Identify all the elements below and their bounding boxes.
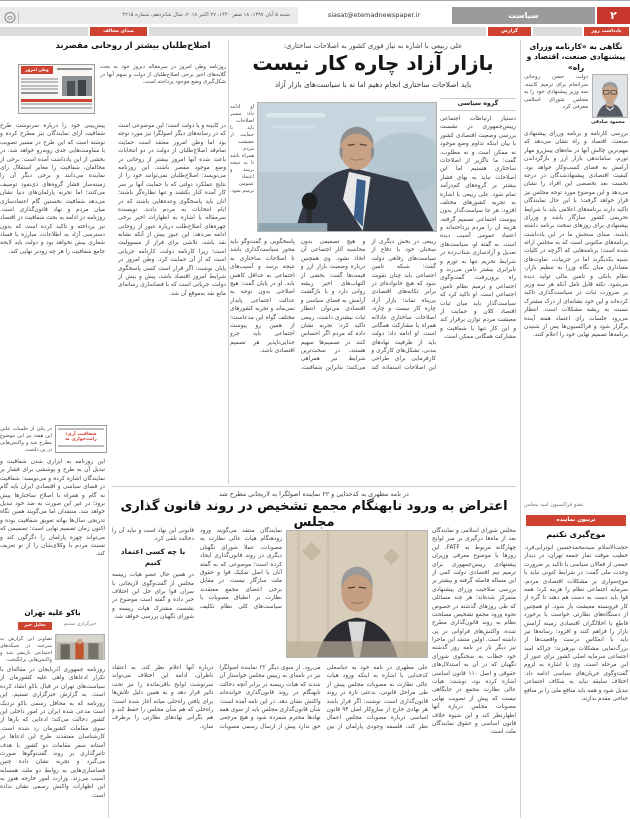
opposition-title: اصلاح‌طلبان بیشتر از روحانی مقصرند — [55, 40, 211, 50]
report-col-mid — [112, 527, 282, 661]
dateline-bar — [0, 7, 298, 24]
report-kicker: در نامه مطهری به کدخدایی و ۲۲ نماینده اصولگرا به لاریجانی مطرح شد — [219, 490, 409, 498]
newspaper-clip — [18, 64, 95, 114]
column-divider — [228, 40, 229, 484]
column-divider — [108, 490, 109, 818]
note-author-photo — [592, 74, 628, 118]
tag-report: گزارش — [488, 27, 531, 36]
page-number: ۲ — [597, 7, 630, 24]
section-title: سیاست — [452, 7, 595, 24]
tribune-subhead: موج‌گیری نکنیم — [546, 530, 606, 539]
leftcol-small-photo — [55, 634, 105, 660]
lead-deck: باید اصلاحات ساختاری انجام دهیم اما نه با سیاست‌های بازار آزاد — [274, 80, 472, 89]
tribune-banner: تریبون نماینده — [526, 515, 626, 526]
note-intro: دولت حسن روحانی سرانجام برای ترمیم کابینه، سه وزیر پیشنهادی خود را به مجلس شورای اسلامی معرفی کرد. — [524, 74, 588, 111]
tag-row-bar — [0, 27, 88, 36]
leftcol-beside-photo: تصاویر این گزارش به سرعت در شبکه‌های اجتماعی بازنشر شد و واکنش‌هایی برانگیخت. — [0, 636, 52, 663]
leftcol-tag: تحلیل خبر — [18, 622, 52, 630]
report-headline: اعتراض به ورود نابهنگام مجمع تشخیص در روند قانون گذاری مجلس — [120, 499, 508, 530]
section-email: siasat@etemadnewspaper.ir — [327, 11, 421, 19]
tag-row-bar — [149, 27, 486, 36]
tag-daily-note: یادداشت روز — [584, 27, 629, 36]
lead-col-right: دستیار ارتباطات اجتماعی رییس‌جمهوری در نشست بررسی وضعیت اقتصادی کشور با بیان اینکه تداوم وضع موجود نه ممکن است و نه مطلوب، گفت: ما ناگزیر از اصلاحات ساختاری هستیم اما این اصلاحات نباید به بهای فشار بیشتر بر گروه‌های کم‌درآمد تمام شود. علی ربیعی با اشاره به تجربه کشورهای مختلف افزود: هر جا سیاست‌گذار بدون پیوست اجتماعی تصمیم گرفته، هزینه آن را مردم پرداخته‌اند و اعتماد عمومی آسیب دیده است. به گفته او، سیاست‌های تعدیل و آزادسازی شتاب‌زده در شرایط تحریم تنها به تورم و نابرابری بیشتر دامن می‌زند و راه برون‌رفت، گفت‌وگوی اجتماعی و ترمیم نظام تامین اجتماعی است. او تاکید کرد که سیاست‌گذار باید میان ثبات اقتصاد کلان و حمایت از معیشت مردم توازن برقرار کند و این کار تنها با شفافیت و مشارکت همگانی ممکن است. — [440, 116, 516, 341]
clip-photo — [62, 76, 92, 96]
report-col-right: مجلس شورای اسلامی و نمایندگان بعد از ماه‌ها درگیری بر سر لوایح چهارگانه مربوط به FATF، این روزها با موضوع معرفی وزیران پیشنهادی رییس‌جمهوری برای ترمیم تیم اقتصادی دولت کمی از این مساله فاصله گرفته و بیشتر بر بررسی صلاحیت وزرای پیشنهادی متمرکز شده‌اند؛ هر چند مسائلی که طی روزهای گذشته در خصوص نحوه ورود مجمع تشخیص مصلحت نظام به روند قانون‌گذاری مطرح شده، واکنش‌های فراوانی در پی داشته است. اولین منتقد این ماجرا نیز دیگر بار در نامه روز گذشته خود خطاب به سخنگوی شورای نگهبان که در آن به استدلال‌های حقوقی و اصل ۱۱۰ قانون اساسی اشاره کرده بود، نوشت: هیات عالی نظارت مجمع در جایگاهی نیست که پیش از تصویب نهایی مصوبات مجلس درباره آنها اظهارنظر کند و این شیوه خلاف قانون اساسی و حقوق نمایندگان ملت است. — [432, 528, 516, 736]
report-mid-text-a: نمایندگان منتقد می‌گویند ورود زودهنگام هیات عالی نظارت به مصوبات، عملا شورای نگهبان دیگری در روند قانون‌گذاری ایجاد کرده است؛ موضوعی که به گفته آنان با اصل تفکیک قوا و حقوق ملت سازگار نیست. در مقابل برخی اعضای مجمع معتقدند نظارت بر انطباق مصوبات با سیاست‌های کلی نظام تکلیف قانونی این نهاد است و نباید آن را دخالت تلقی کرد. — [112, 528, 282, 610]
leftcol-beside-clip: در یکی از جلسات علنی این هفته نیز این موضوع مطرح شد و واکنش‌هایی در پی داشت. — [0, 426, 52, 453]
leftcol-subhead: باکو علیه تهران — [24, 608, 81, 617]
tag-row-bar — [533, 27, 582, 36]
lead-byline: گروه سیاسی — [457, 100, 499, 107]
byline-rule — [440, 98, 516, 99]
note-author-name: محمود صادقی — [591, 120, 625, 125]
lead-col-side: او ادامه داد: مسیر اصلاحات باید با حمایت از معیشت مردم همراه باشد تا به نتیجه برسد و اعتماد عمومی ترمیم شود. — [230, 104, 254, 194]
note-signoff: عضو فراکسیون امید مجلس — [524, 502, 585, 508]
page-top-rule — [0, 0, 630, 1]
leftcol-source: خبرگزاری تسنیم — [63, 622, 97, 627]
column-divider — [520, 40, 521, 818]
clip-headline-2: رانت‌خواری نه — [65, 437, 97, 443]
note-body: بررسی کارنامه و برنامه وزرای پیشنهادی صنعت، اقتصاد و راه نشان می‌دهد که مهم‌ترین چالش آنها در ماه‌های پیش‌رو مهار تورم، ساماندهی بازار ارز و بازگرداندن آرامش به فضای کسب‌وکار خواهد بود. کیفیت اقتصادی پیشنهادشدگان در درجه نخست بعد تخصصی این افراد را نشان می‌دهد و این موضوع مورد توجه مجلس نیز قرار خواهد گرفت؛ با این حال نمایندگان تاکید دارند برنامه‌های اعلامی باید با شرایط تحریمی کشور سازگار باشد و وزرای پیشنهادی برای روزهای سخت برنامه داشته باشند. مبنای سنجش ما در این یادداشت برنامه‌های مکتوبی است که به مجلس ارائه شده است؛ برنامه‌هایی که اگرچه در کلیات شبیه یکدیگرند اما در جزییات، تفاوت‌های معناداری میان نگاه وزرا به تنظیم بازار، نظام بانکی و تامین مالی تولید دیده می‌شود. نکته قابل تامل آنکه هر سه وزیر بر ضرورت ثبات در سیاست‌گذاری تاکید کرده‌اند و این خود نشانه‌ای از درک مشترک نسبت به ریشه مشکلات است. انتظار می‌رود جلسات رای اعتماد هفته آینده برگزار شود و فراکسیون‌ها پس از شنیدن برنامه‌ها تصمیم نهایی خود را اعلام کنند. — [524, 131, 628, 339]
etemad-stamp-icon — [4, 9, 26, 22]
dateline: شنبه ۵ آبان ۱۳۹۷، ۱۸ صفر ۱۴۴۰، ۲۷ اکتبر ۲۰۱۸، سال شانزدهم، شماره ۴۲۱۵ — [122, 12, 290, 18]
lead-photo — [257, 102, 437, 232]
report-mid-text-b: در همین حال عضو هیات رییسه مجلس از گفت‌وگوی لاریجانی با سران قوا برای حل این اختلاف خبر داده و گفته است موضوع در نشست مشترک هیات رییسه و شورای نگهبان بررسی خواهد شد. — [112, 572, 194, 621]
lead-body: ربیعی در بخش دیگری از سخنان خود با دفاع از سیاست‌های رفاهی دولت گفت: شبکه تامین اجتماعی باید چنان تقویت شود که هیچ خانواده‌ای در برابر تکانه‌های اقتصادی بی‌پناه نماند؛ بازار آزاد چاره کار نیست و چاره، اصلاحات ساختاری عادلانه همراه با مشارکت همگانی است. او ادامه داد: دولت باید از ظرفیت نهادهای مدنی، تشکل‌های کارگری و کارفرمایی برای طراحی این اصلاحات استفاده کند و هیچ تصمیمی بدون محاسبه آثار اجتماعی آن اتخاذ نشود. وی همچنین درباره وضعیت بازار ارز و قیمت‌ها گفت: بخشی از التهاب‌های اخیر ریشه روانی دارد و با بازگشت آرامش به فضای سیاسی و اقتصادی می‌توان انتظار ثبات بیشتری داشت. ربیعی تاکید کرد: تجربه نشان داده که مردم اگر احساس کنند در تصمیم‌ها سهیم هستند، در سخت‌ترین شرایط نیز همراهی می‌کنند؛ بنابراین شفافیت، پاسخگویی و گفت‌وگو باید محور سیاست‌گذاری باشد تا اصلاحات ساختاری به نتیجه برسد و آسیب‌های اجتماعی به حداقل کاهش یابد. او در پایان گفت: هیچ اصلاحی بدون توجه به عدالت اجتماعی پایدار نمی‌ماند و تجربه کشورهای مختلف گواه این مدعاست؛ از همین رو پیوست اجتماعی باید جزو جدایی‌ناپذیر هر تصمیم اقتصادی باشد. — [230, 239, 436, 371]
byline-rule — [440, 110, 516, 111]
opposition-intro: روزنامه وطن امروز در سرمقاله دیروز خود به بحث گلایه‌های اخیر برخی اصلاح‌طلبان از دولت و سهم آنها در شکل‌گیری وضع موجود پرداخته است. — [100, 64, 226, 86]
report-photo — [286, 530, 428, 658]
tag-opposition: صدای مخالف — [90, 27, 147, 36]
report-body-bottom: علی مطهری در نامه خود به عباسعلی کدخدایی با اشاره به اینکه ورود هیات عالی نظارت به مصوبات مجلس پیش از طی مراحل قانونی، بدعتی تازه در روند قانون‌گذاری است، نوشت: اگر قرار باشد هر نهادی خارج از سازوکار اصل ۹۴ قانون اساسی درباره مصوبات مجلس اعمال نظر کند، فلسفه وجودی پارلمان از بین می‌رود. از سوی دیگر ۲۲ نماینده اصولگرا نیز در نامه‌ای به رییس مجلس خواستار آن شدند که هیات رییسه در برابر آنچه دخالت نابهنگام در روند قانون‌گذاری خوانده‌اند واکنش نشان دهد. در این نامه آمده است: شأن قانون‌گذاری مجلس باید از سوی همه نهادها محترم شمرده شود و هیچ مرجعی حق ندارد پیش از ارسال رسمی مصوبات درباره آنها اعلام نظر کند. به اعتقاد ناظران، ادامه این اختلاف می‌تواند سرنوشت لوایح باقی‌مانده را نیز تحت تاثیر قرار دهد و به همین دلیل تلاش‌ها برای یافتن راه‌حلی میانه آغاز شده است؛ راه‌حلی که هم شأن مجلس را حفظ کند و هم نگرانی نهادهای نظارتی را برطرف سازد. — [112, 665, 428, 730]
report-subhead: با چه کسی اعتماد کنیم — [120, 546, 186, 567]
transparency-clip — [55, 425, 107, 453]
lead-headline: بازار آزاد چاره کار نیست — [252, 51, 494, 75]
opposition-col: در کابینه و یا دولت است؛ این موضوعی است که در رسانه‌های دیگر اصولگرا نیز مورد توجه بود اما وطن امروز معتقد است حمایت تمام‌قد اصلاح‌طلبان از دولت در دو انتخابات باعث شده آنها امروز بیشتر از روحانی در وضع موجود مقصر باشند. این روزنامه می‌نویسد: اصلاح‌طلبان نمی‌توانند خود را از نتایج عملکرد دولتی که با حمایت آنها بر سر کار آمده کنار بکشند و تنها نظاره‌گر باشند؛ آنان باید پاسخگوی وعده‌هایی باشند که در ایام انتخابات به مردم دادند. نویسنده سرمقاله با اشاره به اظهارات اخیر برخی چهره‌های اصلاح‌طلب درباره عبور از روحانی ادامه می‌دهد: این عبور بیش از آنکه نشانه نقد باشد، تلاشی برای فرار از مسوولیت است؛ زیرا کارنامه دولت، کارنامه جریانی است که از آن حمایت کرد. وطن امروز در پایان نوشت: اگر قرار است کسی پاسخگوی شرایط امروز اقتصاد باشد، پیش و بیش از دولت، جریانی است که با فضاسازی رسانه‌ای مانع نقد به‌موقع آن شد. — [118, 123, 226, 297]
leftcol-mid: این روزنامه به ابزاری شدن شفافیت و تبدیل آن به طرح و پوششی برای فشار بر نمایندگان اشاره کرده و می‌نویسد: شفافیت در فضای سیاسی و اقتصادی ایران باید گام به گام و همراه با اصلاح ساختارها پیش برود؛ در غیر این صورت به ضد خود تبدیل خواهد شد. منتقدان اما می‌گویند همین نگاه تدریجی سال‌ها بهانه تعویق شفافیت بوده و اکنون زمان تصمیم نهایی است؛ تصمیمی که می‌تواند چهره پارلمان را دگرگون کند و نسبت مردم با وکلای‌شان را از نو تعریف کند. — [0, 459, 105, 558]
clip-masthead: وطن امروز — [21, 66, 53, 74]
leftcol-top: پیش‌بینی خود را درباره سرنوشت طرح شفافیت آرای نمایندگان نیز مطرح کرده و نوشته است که این طرح در مسیر تصویب با مقاومت‌هایی جدی روبه‌رو خواهد شد. در بخشی از این یادداشت آمده است: برخی از مخالفان، شفافیت را مغایر استقلال رای نماینده می‌دانند و برخی دیگر آن را زمینه‌ساز فشار گروه‌های ذی‌نفوذ توصیف می‌کنند؛ اما تجربه پارلمان‌های دنیا نشان می‌دهد شفافیت نخستین گام اعتمادسازی میان مردم و نهاد قانون‌گذاری است. روزنامه در ادامه به بحث شفافیت در اقتصاد نیز پرداخته و تاکید کرده است که بدون دسترسی آزاد به اطلاعات، مبارزه با فساد شعاری بیش نخواهد بود و دولت باید لایحه جامع شفافیت را هر چه زودتر نهایی کند. — [0, 123, 105, 255]
clip-headline-1: شفافیت آری؛ — [65, 431, 97, 437]
section-divider — [112, 486, 516, 487]
leftcol-bottom: روزنامه جمهوری آذربایجان در مقاله‌ای با تکرار ادعاهای واهی علیه کشورمان از سیاست‌های تهران در قبال باکو انتقاد کرده است. به گزارش خبرگزاری تسنیم، این روزنامه که به محافل رسمی باکو نزدیک است مدعی شده ایران در امور داخلی این کشور دخالت می‌کند؛ ادعایی که بارها از سوی مقامات کشورمان رد شده است. کارشناسان معتقدند طرح این ادعاها در آستانه سفر مقامات دو کشور با هدف تاثیرگذاری بر روند گفت‌وگوها صورت می‌گیرد و تجربه نشان داده چنین فضاسازی‌هایی به روابط دو ملت همسایه آسیب می‌زند. وزارت امور خارجه هنوز به این اظهارات واکنش رسمی نشان نداده است. — [0, 667, 105, 799]
lead-kicker: علی ربیعی با اشاره به نیاز فوری کشور به اصلاحات ساختاری: — [283, 42, 463, 50]
note-title: نگاهی به «کارنامه وزرای پیشنهادی صنعت، اقتصاد و راه» — [526, 42, 626, 72]
tribune-body: حجت‌الاسلام سیدمحمدحسین ابوترابی‌فرد، خطیب موقت نماز جمعه تهران، در دیدار جمعی از فعالان سیاسی با تاکید بر ضرورت وحدت ملی گفت: در شرایط کنونی نباید با موج‌سواری بر مشکلات اقتصادی مردم، سرمایه اجتماعی نظام را هزینه کرد؛ همه قوا باید دست به دست هم دهند تا گره از کار فروبسته معیشت باز شود. او همچنین از دستگاه‌های نظارتی خواست با برخورد قاطع با اخلالگران اقتصادی زمینه آرامش بازار را فراهم کنند و افزود: رسانه‌ها نیز باید با انعکاس درست واقعیت‌ها از بزرگ‌نمایی مشکلات بپرهیزند؛ چراکه امید اجتماعی سرمایه اصلی کشور برای عبور از این مرحله است. وی با اشاره به لزوم گفت‌وگوی جریان‌های سیاسی ادامه داد: اختلاف سلیقه نباید به شکاف اجتماعی تبدیل شود و همه باید منافع ملی را بر منافع جناحی مقدم بدارند. — [524, 545, 628, 703]
